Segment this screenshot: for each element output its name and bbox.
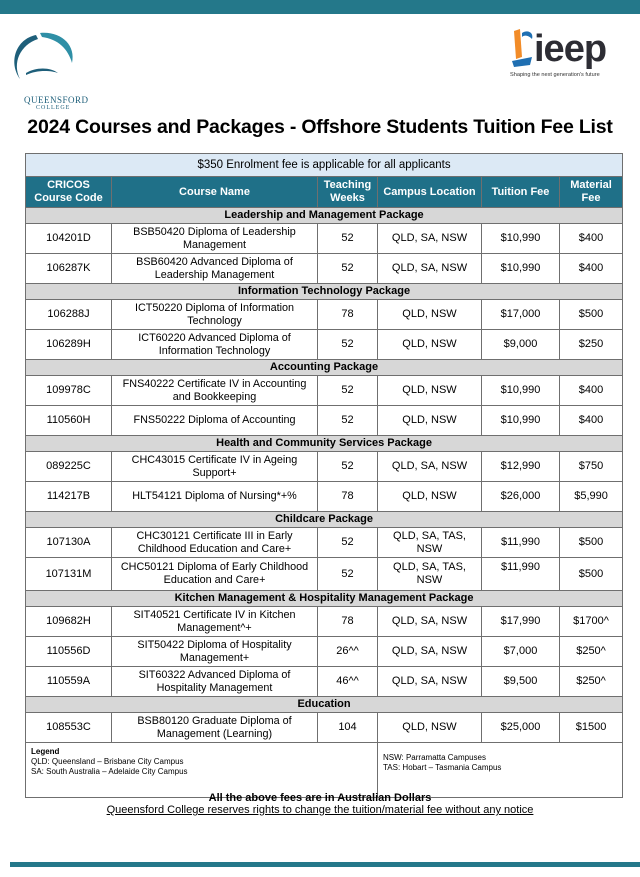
material-fee: $500 (560, 528, 623, 558)
course-name: BSB80120 Graduate Diploma of Management (Learning) (112, 713, 318, 743)
package-name: Information Technology Package (26, 284, 623, 300)
table-row (26, 330, 623, 360)
campus-location: QLD, NSW (378, 713, 482, 743)
course-name: BSB60420 Advanced Diploma of Leadership Management (112, 254, 318, 284)
page-title: 2024 Courses and Packages - Offshore Students Tuition Fee List (27, 116, 613, 138)
legend-sa: SA: South Australia – Adelaide City Campus (31, 767, 188, 776)
campus-location: QLD, NSW (378, 300, 482, 330)
course-code: 110559A (26, 667, 112, 697)
course-name: BSB50420 Diploma of Leadership Management (112, 224, 318, 254)
enrolment-note-row (26, 154, 623, 177)
campus-location: QLD, SA, NSW (378, 224, 482, 254)
package-name: Childcare Package (26, 512, 623, 528)
currency-note: All the above fees are in Australian Dollars (208, 792, 432, 804)
material-fee: $750 (560, 452, 623, 482)
tuition-fee: $11,990 (482, 528, 560, 558)
course-code: 109682H (26, 607, 112, 637)
legend-title: Legend (31, 747, 60, 756)
legend-tas: TAS: Hobart – Tasmania Campus (383, 763, 502, 772)
course-code: 089225C (26, 452, 112, 482)
table-row (26, 254, 623, 284)
campus-location: QLD, NSW (378, 406, 482, 436)
material-fee: $400 (560, 376, 623, 406)
campus-location: QLD, NSW (378, 376, 482, 406)
campus-location: QLD, SA, NSW (378, 452, 482, 482)
teaching-weeks: 26^^ (318, 637, 378, 667)
col-header-material: Material Fee (560, 177, 623, 208)
course-code: 108553C (26, 713, 112, 743)
course-code: 109978C (26, 376, 112, 406)
course-name: FNS40222 Certificate IV in Accounting and Bookkeeping (112, 376, 318, 406)
tuition-fee: $26,000 (482, 482, 560, 512)
course-code: 110560H (26, 406, 112, 436)
campus-location: QLD, NSW (378, 482, 482, 512)
table-row (26, 376, 623, 406)
tuition-fee: $10,990 (482, 406, 560, 436)
table-row (26, 528, 623, 558)
col-header-weeks: Teaching Weeks (318, 177, 378, 208)
table-row (26, 637, 623, 667)
logo-subname: COLLEGE (36, 105, 71, 111)
material-fee: $250^ (560, 667, 623, 697)
campus-location: QLD, SA, NSW (378, 254, 482, 284)
material-fee: $5,990 (560, 482, 623, 512)
tuition-fee: $17,000 (482, 300, 560, 330)
ieep-wordmark: ieep (534, 28, 607, 70)
tuition-fee: $10,990 (482, 224, 560, 254)
campus-location: QLD, SA, TAS, NSW (378, 558, 482, 591)
tuition-fee: $9,500 (482, 667, 560, 697)
enrolment-note: $350 Enrolment fee is applicable for all applicants (26, 154, 623, 177)
table-row (26, 667, 623, 697)
table-row (26, 558, 623, 591)
ieep-tagline: Shaping the next generation's future (510, 72, 600, 78)
teaching-weeks: 78 (318, 300, 378, 330)
material-fee: $500 (560, 558, 623, 591)
material-fee: $500 (560, 300, 623, 330)
col-header-course: Course Name (112, 177, 318, 208)
material-fee: $1500 (560, 713, 623, 743)
teaching-weeks: 46^^ (318, 667, 378, 697)
campus-location: QLD, SA, NSW (378, 607, 482, 637)
course-name: SIT50422 Diploma of Hospitality Management+ (112, 637, 318, 667)
teaching-weeks: 52 (318, 528, 378, 558)
ieep-logo (510, 27, 632, 87)
table-row (26, 224, 623, 254)
course-code: 107131M (26, 558, 112, 591)
course-name: ICT50220 Diploma of Information Technology (112, 300, 318, 330)
course-name: CHC50121 Diploma of Early Childhood Education and Care+ (112, 558, 318, 591)
teaching-weeks: 78 (318, 482, 378, 512)
teaching-weeks: 52 (318, 254, 378, 284)
tuition-fee: $10,990 (482, 254, 560, 284)
course-code: 104201D (26, 224, 112, 254)
table-row (26, 482, 623, 512)
package-name: Education (26, 697, 623, 713)
legend-qld: QLD: Queensland – Brisbane City Campus (31, 757, 184, 766)
teaching-weeks: 52 (318, 330, 378, 360)
bottom-accent-bar (10, 862, 640, 867)
table-row (26, 406, 623, 436)
material-fee: $400 (560, 224, 623, 254)
course-name: SIT60322 Advanced Diploma of Hospitality Management (112, 667, 318, 697)
swoosh-icon (6, 27, 86, 97)
course-code: 106287K (26, 254, 112, 284)
campus-location: QLD, NSW (378, 330, 482, 360)
col-header-code: CRICOS Course Code (26, 177, 112, 208)
material-fee: $1700^ (560, 607, 623, 637)
course-code: 106289H (26, 330, 112, 360)
table-row (26, 452, 623, 482)
ieep-mark-icon (510, 27, 536, 71)
course-name: SIT40521 Certificate IV in Kitchen Management^+ (112, 607, 318, 637)
course-name: ICT60220 Advanced Diploma of Information Technology (112, 330, 318, 360)
tuition-fee: $17,990 (482, 607, 560, 637)
logo-name: QUEENSFORD (24, 95, 89, 105)
tuition-fee: $7,000 (482, 637, 560, 667)
course-code: 110556D (26, 637, 112, 667)
package-header-row (26, 697, 623, 713)
course-code: 107130A (26, 528, 112, 558)
queensford-college-logo (6, 27, 89, 111)
legend-left (26, 743, 378, 798)
campus-location: QLD, SA, NSW (378, 637, 482, 667)
course-name: CHC43015 Certificate IV in Ageing Support+ (112, 452, 318, 482)
teaching-weeks: 52 (318, 558, 378, 591)
teaching-weeks: 52 (318, 224, 378, 254)
legend-row (26, 743, 623, 798)
package-header-row (26, 360, 623, 376)
course-name: HLT54121 Diploma of Nursing*+% (112, 482, 318, 512)
campus-location: QLD, SA, TAS, NSW (378, 528, 482, 558)
tuition-fee: $25,000 (482, 713, 560, 743)
package-header-row (26, 208, 623, 224)
top-accent-bar (0, 0, 640, 14)
package-name: Accounting Package (26, 360, 623, 376)
course-name: FNS50222 Diploma of Accounting (112, 406, 318, 436)
package-header-row (26, 591, 623, 607)
material-fee: $400 (560, 406, 623, 436)
col-header-campus: Campus Location (378, 177, 482, 208)
teaching-weeks: 52 (318, 452, 378, 482)
package-header-row (26, 284, 623, 300)
tuition-fee: $10,990 (482, 376, 560, 406)
tuition-fee: $12,990 (482, 452, 560, 482)
table-row (26, 300, 623, 330)
material-fee: $250^ (560, 637, 623, 667)
course-name: CHC30121 Certificate III in Early Childhood Education and Care+ (112, 528, 318, 558)
header-row (26, 177, 623, 208)
campus-location: QLD, SA, NSW (378, 667, 482, 697)
table-row (26, 607, 623, 637)
col-header-tuition: Tuition Fee (482, 177, 560, 208)
course-code: 106288J (26, 300, 112, 330)
table-row (26, 713, 623, 743)
legend-nsw: NSW: Parramatta Campuses (383, 753, 486, 762)
teaching-weeks: 52 (318, 406, 378, 436)
disclaimer-note: Queensford College reserves rights to change the tuition/material fee without any notice (106, 804, 534, 816)
package-header-row (26, 512, 623, 528)
fee-table (25, 153, 623, 798)
teaching-weeks: 52 (318, 376, 378, 406)
package-name: Kitchen Management & Hospitality Management Package (26, 591, 623, 607)
teaching-weeks: 78 (318, 607, 378, 637)
package-header-row (26, 436, 623, 452)
package-name: Leadership and Management Package (26, 208, 623, 224)
teaching-weeks: 104 (318, 713, 378, 743)
course-code: 114217B (26, 482, 112, 512)
material-fee: $250 (560, 330, 623, 360)
legend-right (378, 743, 623, 798)
material-fee: $400 (560, 254, 623, 284)
tuition-fee: $11,990 (482, 558, 560, 591)
tuition-fee: $9,000 (482, 330, 560, 360)
package-name: Health and Community Services Package (26, 436, 623, 452)
